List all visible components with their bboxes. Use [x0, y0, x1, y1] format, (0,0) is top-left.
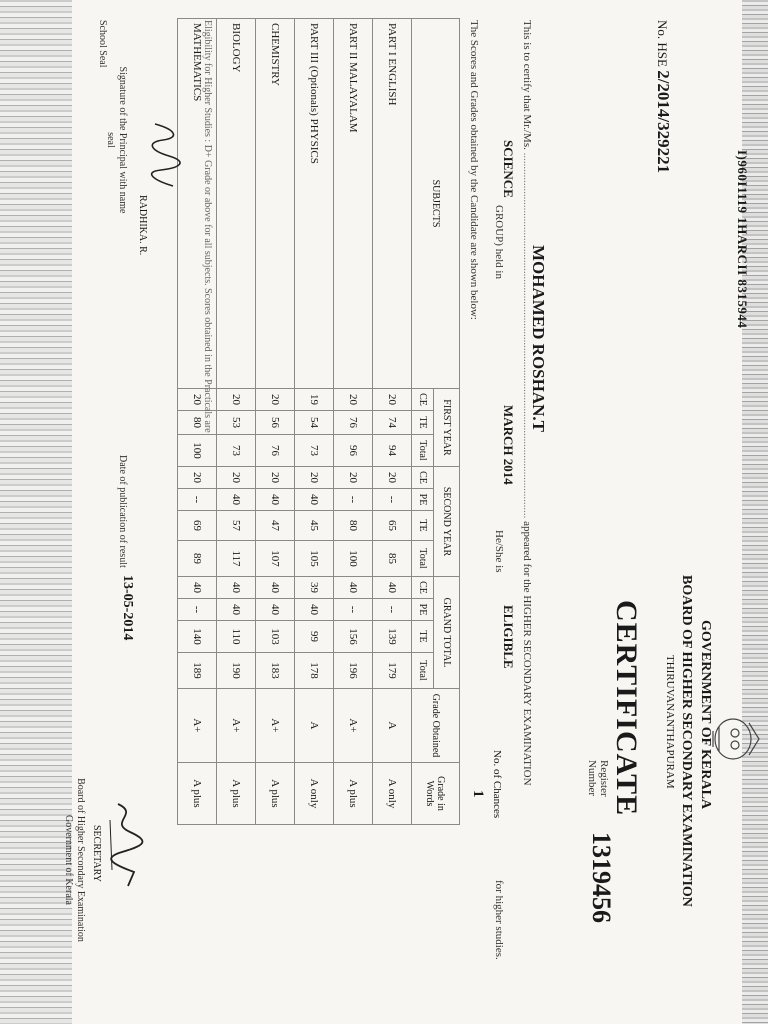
grade-words-cell: A only [373, 763, 412, 825]
score-cell: 189 [178, 653, 217, 689]
subheader-cell: TE [412, 511, 434, 541]
score-cell: 20 [217, 389, 256, 411]
exam-month: MARCH 2014 [501, 405, 516, 485]
government-heading: GOVERNMENT OF KERALA [698, 620, 713, 810]
principal-title: Signature of the Principal with name seal [105, 66, 128, 214]
score-cell: 40 [334, 577, 373, 599]
subheader-cell: Total [412, 435, 434, 467]
score-cell: -- [334, 489, 373, 511]
grade-words-cell: A plus [256, 763, 295, 825]
score-cell: 94 [373, 435, 412, 467]
score-cell: 107 [256, 541, 295, 577]
score-cell: 103 [256, 621, 295, 653]
grade-words-cell: A plus [217, 763, 256, 825]
table-row [256, 19, 295, 825]
table-row [295, 19, 334, 825]
grade-cell: A [295, 689, 334, 763]
marks-table [177, 18, 460, 825]
grade-words-header: Grade in Words [412, 763, 460, 825]
secretary-title: Board of Higher Secondary Examination Government of Kerala [63, 778, 86, 942]
grade-words-cell: A only [295, 763, 334, 825]
subheader-cell: PE [412, 489, 434, 511]
secretary-signature [103, 800, 148, 890]
principal-name: RADHIKA. R. [137, 195, 148, 256]
subheader-cell: Total [412, 541, 434, 577]
certificate-title: CERTIFICATE [610, 600, 643, 817]
subheader-cell: CE [412, 467, 434, 489]
score-cell: 196 [334, 653, 373, 689]
subheader-cell: PE [412, 599, 434, 621]
he-she-label: He/She is [493, 530, 505, 573]
score-cell: 73 [295, 435, 334, 467]
score-cell: 80 [178, 411, 217, 435]
score-cell: 40 [256, 577, 295, 599]
subjects-header: SUBJECTS [412, 19, 460, 389]
score-cell: 57 [217, 511, 256, 541]
score-cell: 20 [178, 389, 217, 411]
table-row [373, 19, 412, 825]
score-cell: 156 [334, 621, 373, 653]
score-cell: 39 [295, 577, 334, 599]
score-cell: 40 [217, 577, 256, 599]
score-cell: 76 [334, 411, 373, 435]
subheader-cell: CE [412, 577, 434, 599]
score-cell: 99 [295, 621, 334, 653]
grade-words-cell: A plus [334, 763, 373, 825]
serial-number: I)960I1119 1HARCII 8315944 [735, 150, 750, 329]
publication-date-label: Date of publication of result [117, 455, 128, 568]
school-seal-label: School Seal [97, 20, 108, 68]
score-cell: 20 [373, 389, 412, 411]
score-cell: 96 [334, 435, 373, 467]
score-cell: 100 [178, 435, 217, 467]
score-cell: 74 [373, 411, 412, 435]
score-cell: 20 [373, 467, 412, 489]
score-cell: 80 [334, 511, 373, 541]
score-cell: 100 [334, 541, 373, 577]
certificate-number: No. HSE 2/2014/329221 [654, 20, 673, 174]
subject-name: PART II MALAYALAM [334, 19, 373, 389]
score-cell: 105 [295, 541, 334, 577]
score-cell: 20 [256, 389, 295, 411]
city-heading: THIRUVANANTHAPURAM [664, 655, 676, 789]
score-cell: -- [334, 599, 373, 621]
score-cell: 179 [373, 653, 412, 689]
score-cell: 73 [217, 435, 256, 467]
second-year-header: SECOND YEAR [434, 467, 460, 577]
grade-cell: A+ [217, 689, 256, 763]
chances-value: 1 [470, 790, 486, 798]
score-cell: 54 [295, 411, 334, 435]
score-cell: 45 [295, 511, 334, 541]
score-cell: 190 [217, 653, 256, 689]
subject-name: PART I ENGLISH [373, 19, 412, 389]
score-cell: 69 [178, 511, 217, 541]
higher-studies-label: for higher studies. [493, 880, 505, 960]
score-cell: -- [373, 599, 412, 621]
grade-cell: A+ [178, 689, 217, 763]
score-cell: 40 [373, 577, 412, 599]
eligibility-status: ELIGIBLE [501, 605, 516, 669]
score-cell: 20 [295, 467, 334, 489]
principal-signature [147, 120, 183, 190]
score-cell: 178 [295, 653, 334, 689]
score-cell: 89 [178, 541, 217, 577]
score-cell: 117 [217, 541, 256, 577]
score-cell: 20 [334, 467, 373, 489]
chances-label: No. of Chances [491, 750, 503, 819]
board-heading: BOARD OF HIGHER SECONDARY EXAMINATION [679, 575, 694, 907]
subject-name: PART III (Optionals) PHYSICS [295, 19, 334, 389]
score-cell: 56 [256, 411, 295, 435]
score-cell: 40 [217, 599, 256, 621]
group-label: GROUP) held in [493, 205, 505, 279]
score-cell: 40 [256, 489, 295, 511]
subject-name: MATHEMATICS [178, 19, 217, 389]
score-cell: 65 [373, 511, 412, 541]
score-cell: 53 [217, 411, 256, 435]
candidate-name: MOHAMED ROSHAN.T [529, 245, 548, 432]
score-cell: 140 [178, 621, 217, 653]
grade-header: Grade Obtained [412, 689, 460, 763]
score-cell: 40 [256, 599, 295, 621]
score-cell: 76 [256, 435, 295, 467]
subheader-cell: TE [412, 411, 434, 435]
score-cell: 40 [217, 489, 256, 511]
score-cell: -- [178, 489, 217, 511]
grade-cell: A [373, 689, 412, 763]
state-emblem-icon [705, 705, 763, 773]
score-cell: 20 [217, 467, 256, 489]
subheader-cell: TE [412, 621, 434, 653]
grand-total-header: GRAND TOTAL [434, 577, 460, 689]
score-cell: -- [178, 599, 217, 621]
score-cell: 20 [334, 389, 373, 411]
score-cell: 40 [178, 577, 217, 599]
grade-cell: A+ [334, 689, 373, 763]
subheader-cell: CE [412, 389, 434, 411]
group-name: SCIENCE [501, 140, 516, 198]
eligibility-footnote: Eligibility for Higher Studies : D+ Grade or above for all subjects. Scores obtained in the Practicals are [202, 20, 213, 433]
score-cell: 47 [256, 511, 295, 541]
score-cell: 20 [178, 467, 217, 489]
score-cell: 139 [373, 621, 412, 653]
subject-name: CHEMISTRY [256, 19, 295, 389]
score-cell: 85 [373, 541, 412, 577]
register-number: 1319456 [587, 832, 616, 923]
score-cell: 40 [295, 489, 334, 511]
score-cell: 40 [295, 599, 334, 621]
score-cell: 19 [295, 389, 334, 411]
score-cell: -- [373, 489, 412, 511]
subheader-cell: Total [412, 653, 434, 689]
grade-cell: A+ [256, 689, 295, 763]
table-row [334, 19, 373, 825]
score-cell: 20 [256, 467, 295, 489]
table-row [217, 19, 256, 825]
register-label: Register Number [586, 760, 610, 797]
secretary-name: SECRETARY [91, 825, 102, 882]
score-cell: 183 [256, 653, 295, 689]
subject-name: BIOLOGY [217, 19, 256, 389]
publication-date: 13-05-2014 [120, 575, 135, 641]
score-cell: 110 [217, 621, 256, 653]
scores-intro: The Scores and Grades obtained by the Candidate are shown below: [468, 20, 480, 320]
certify-line: This is to certify that Mr./Ms. ..................................................................................................................................... appeared for the HIGHER SECONDARY EXAMINATION [521, 20, 533, 786]
grade-words-cell: A plus [178, 763, 217, 825]
first-year-header: FIRST YEAR [434, 389, 460, 467]
